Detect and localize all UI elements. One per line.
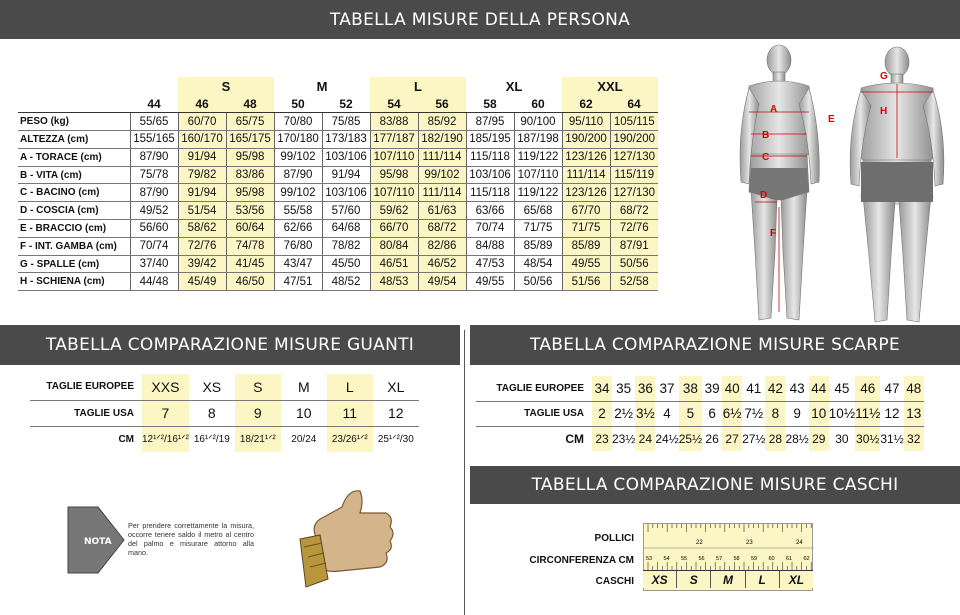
table-cell: 12¹ᐟ²/16¹ᐟ²	[142, 426, 189, 452]
cm-tick-label: 62	[803, 556, 810, 562]
table-row	[18, 220, 658, 238]
table-cell: 59/62	[370, 202, 418, 220]
row-label: B - VITA (cm)	[18, 166, 130, 184]
table-cell: 78/82	[322, 237, 370, 255]
table-cell: 12	[880, 401, 903, 426]
table-cell: 83/88	[370, 113, 418, 131]
table-row	[30, 400, 419, 426]
row-label: TAGLIE EUROPEE	[30, 374, 142, 400]
row-label: E - BRACCIO (cm)	[18, 220, 130, 238]
table-cell: 72/76	[178, 237, 226, 255]
table-cell: 61/63	[418, 202, 466, 220]
table-cell: 185/195	[466, 131, 514, 149]
cm-tick-label: 58	[733, 556, 740, 562]
table-cell: 187/198	[514, 131, 562, 149]
shoe-size-banner: TABELLA COMPARAZIONE MISURE SCARPE	[470, 325, 960, 365]
table-cell: 55/65	[130, 113, 178, 131]
table-cell: 107/110	[514, 166, 562, 184]
table-cell: 87/91	[610, 237, 658, 255]
row-label: G - SPALLE (cm)	[18, 255, 130, 273]
cm-tick-label: 54	[663, 556, 670, 562]
table-row	[476, 401, 924, 426]
table-cell: 57/60	[322, 202, 370, 220]
table-cell: 52/58	[610, 273, 658, 291]
table-cell: 115/118	[466, 184, 514, 202]
table-cell: 87/90	[130, 184, 178, 202]
table-cell: 115/119	[610, 166, 658, 184]
size-number: 44	[130, 95, 178, 113]
size-number: 56	[418, 95, 466, 113]
table-cell: 155/165	[130, 131, 178, 149]
helmet-size: S	[677, 571, 711, 588]
helmet-size-banner: TABELLA COMPARAZIONE MISURE CASCHI	[470, 466, 960, 504]
table-cell: 48/52	[322, 273, 370, 291]
row-label: C - BACINO (cm)	[18, 184, 130, 202]
table-cell: 28	[765, 426, 785, 451]
table-cell: 50/56	[514, 273, 562, 291]
table-cell: 173/183	[322, 131, 370, 149]
table-cell: XXS	[142, 374, 189, 400]
table-cell: 48/53	[370, 273, 418, 291]
table-cell: 2	[592, 401, 612, 426]
row-label: TAGLIE EUROPEE	[476, 376, 592, 401]
table-cell: 90/100	[514, 113, 562, 131]
table-cell: 10½	[829, 401, 855, 426]
table-cell: 24½	[655, 431, 679, 446]
figure-label-e: E	[828, 114, 835, 125]
table-cell: 111/114	[418, 148, 466, 166]
table-cell: 83/86	[226, 166, 274, 184]
table-cell: 56/60	[130, 220, 178, 238]
helmet-label-circumference: CIRCONFERENZA CM	[529, 555, 634, 566]
table-cell: 39/42	[178, 255, 226, 273]
inch-tick-label: 22	[696, 540, 703, 546]
table-cell: 85/89	[514, 237, 562, 255]
table-cell: 95/98	[226, 184, 274, 202]
helmet-size: L	[746, 571, 780, 588]
table-row	[18, 237, 658, 255]
row-label: D - COSCIA (cm)	[18, 202, 130, 220]
figure-label-g: G	[880, 71, 888, 82]
table-cell: 95/98	[226, 148, 274, 166]
table-row	[476, 426, 924, 451]
table-cell: 111/114	[562, 166, 610, 184]
table-cell: 53/56	[226, 202, 274, 220]
table-cell: 115/118	[466, 148, 514, 166]
table-cell: 190/200	[610, 131, 658, 149]
table-cell: 6	[702, 401, 722, 426]
figure-label-b: B	[762, 130, 770, 141]
table-cell: 165/175	[226, 131, 274, 149]
table-cell: 23/26¹ᐟ²	[327, 426, 373, 452]
size-number: 54	[370, 95, 418, 113]
table-cell: 43	[785, 376, 808, 401]
table-cell: 105/115	[610, 113, 658, 131]
glove-size-banner: TABELLA COMPARAZIONE MISURE GUANTI	[0, 325, 460, 365]
table-cell: 85/89	[562, 237, 610, 255]
size-number: 48	[226, 95, 274, 113]
table-cell: 25½	[679, 426, 702, 451]
row-label: CM	[118, 433, 134, 445]
table-cell: 46/50	[226, 273, 274, 291]
table-cell: 49/52	[130, 202, 178, 220]
table-cell: 37	[655, 376, 678, 401]
nota-arrow-icon	[66, 503, 128, 577]
table-cell: XL	[373, 374, 419, 400]
size-group-label: XL	[505, 78, 523, 94]
table-cell: 72/76	[610, 220, 658, 238]
table-cell: 7½	[742, 401, 765, 426]
table-cell: 3½	[635, 401, 655, 426]
table-cell: 80/84	[370, 237, 418, 255]
size-number: 64	[610, 95, 658, 113]
table-cell: 49/55	[466, 273, 514, 291]
cm-tick-label: 57	[716, 556, 723, 562]
table-cell: 46/52	[418, 255, 466, 273]
table-cell: 11½	[855, 401, 880, 426]
table-cell: 9	[235, 400, 281, 426]
figure-label-a: A	[770, 104, 778, 115]
table-cell: 75/85	[322, 113, 370, 131]
table-cell: 119/122	[514, 184, 562, 202]
table-row	[18, 273, 658, 291]
row-label: TAGLIE USA	[30, 400, 142, 426]
table-cell: 12	[373, 400, 419, 426]
size-number: 62	[562, 95, 610, 113]
row-label: PESO (kg)	[18, 113, 130, 131]
table-cell: 103/106	[466, 166, 514, 184]
table-cell: 8	[189, 400, 235, 426]
ruler-ticks	[644, 524, 814, 572]
person-size-banner: TABELLA MISURE DELLA PERSONA	[0, 0, 960, 39]
inch-tick-label: 23	[746, 540, 753, 546]
table-cell: 60/64	[226, 220, 274, 238]
table-cell: 47/51	[274, 273, 322, 291]
table-cell: 51/54	[178, 202, 226, 220]
table-cell: 13	[904, 401, 924, 426]
table-cell: 58/62	[178, 220, 226, 238]
table-cell: 32	[904, 426, 924, 451]
table-cell: 95/110	[562, 113, 610, 131]
figure-label-d: D	[760, 190, 768, 201]
table-cell: 47/53	[466, 255, 514, 273]
table-row	[476, 376, 924, 401]
section-divider	[464, 330, 465, 615]
table-row	[18, 255, 658, 273]
table-cell: 127/130	[610, 184, 658, 202]
table-cell: 7	[142, 400, 189, 426]
table-cell: 2½	[612, 401, 635, 426]
helmet-size-row	[643, 570, 813, 588]
helmet-size: XS	[643, 571, 677, 588]
table-cell: 91/94	[178, 184, 226, 202]
table-cell: 68/72	[610, 202, 658, 220]
row-label: F - INT. GAMBA (cm)	[18, 237, 130, 255]
table-cell: 41/45	[226, 255, 274, 273]
table-cell: 10	[809, 401, 829, 426]
inch-tick-label: 24	[796, 540, 803, 546]
table-cell: 70/80	[274, 113, 322, 131]
table-cell: 190/200	[562, 131, 610, 149]
table-cell: 74/78	[226, 237, 274, 255]
cm-tick-label: 61	[786, 556, 793, 562]
table-cell: 18/21¹ᐟ²	[235, 426, 281, 452]
table-cell: S	[235, 374, 281, 400]
table-cell: 26	[705, 431, 719, 446]
table-cell: 24	[635, 426, 655, 451]
figure-label-h: H	[880, 106, 888, 117]
helmet-label-sizes: CASCHI	[595, 576, 634, 587]
table-cell: 71/75	[514, 220, 562, 238]
cm-tick-label: 60	[768, 556, 775, 562]
table-cell: 107/110	[370, 148, 418, 166]
table-cell: 111/114	[418, 184, 466, 202]
table-cell: 44/48	[130, 273, 178, 291]
table-cell: 51/56	[562, 273, 610, 291]
table-cell: 55/58	[274, 202, 322, 220]
table-cell: 11	[327, 400, 373, 426]
row-label: H - SCHIENA (cm)	[18, 273, 130, 291]
table-cell: 177/187	[370, 131, 418, 149]
table-cell: 29	[809, 426, 829, 451]
table-row	[30, 426, 419, 452]
table-cell: 76/80	[274, 237, 322, 255]
table-cell: 60/70	[178, 113, 226, 131]
table-cell: 95/98	[370, 166, 418, 184]
table-cell: 23½	[612, 431, 636, 446]
row-label: A - TORACE (cm)	[18, 148, 130, 166]
table-cell: 45/49	[178, 273, 226, 291]
table-cell: 79/82	[178, 166, 226, 184]
table-cell: 68/72	[418, 220, 466, 238]
table-cell: 5	[679, 401, 702, 426]
table-row	[30, 374, 419, 400]
nota-badge: NOTA	[84, 537, 112, 547]
table-cell: 28½	[785, 431, 809, 446]
person-size-table	[18, 77, 658, 291]
helmet-size: XL	[788, 573, 805, 587]
size-number: 58	[466, 95, 514, 113]
size-group-label: M	[316, 78, 328, 94]
size-number: 52	[322, 95, 370, 113]
table-row	[18, 166, 658, 184]
table-cell: 43/47	[274, 255, 322, 273]
cm-tick-label: 53	[646, 556, 653, 562]
table-row	[18, 184, 658, 202]
table-cell: 99/102	[274, 148, 322, 166]
table-cell: 62/66	[274, 220, 322, 238]
table-cell: 91/94	[322, 166, 370, 184]
table-cell: L	[327, 374, 373, 400]
table-cell: 27½	[742, 431, 766, 446]
table-cell: 123/126	[562, 148, 610, 166]
table-cell: 84/88	[466, 237, 514, 255]
row-label: ALTEZZA (cm)	[18, 131, 130, 149]
table-cell: 6½	[722, 401, 742, 426]
table-row	[18, 148, 658, 166]
table-cell: 30½	[855, 426, 880, 451]
table-cell: 71/75	[562, 220, 610, 238]
glove-size-table	[30, 374, 419, 452]
table-cell: 123/126	[562, 184, 610, 202]
table-cell: 31½	[880, 431, 904, 446]
table-cell: 170/180	[274, 131, 322, 149]
cm-tick-label: 59	[751, 556, 758, 562]
table-cell: 63/66	[466, 202, 514, 220]
table-cell: 64/68	[322, 220, 370, 238]
table-cell: 16¹ᐟ²/19	[193, 433, 230, 445]
table-cell: 48	[904, 376, 924, 401]
table-cell: 87/90	[130, 148, 178, 166]
table-cell: 48/54	[514, 255, 562, 273]
helmet-label-inches: POLLICI	[594, 533, 634, 544]
table-cell: 41	[742, 376, 765, 401]
table-cell: 99/102	[418, 166, 466, 184]
size-group-label: XXL	[562, 77, 658, 95]
table-cell: 45/50	[322, 255, 370, 273]
table-cell: 75/78	[130, 166, 178, 184]
table-cell: 42	[765, 376, 785, 401]
table-cell: 36	[635, 376, 655, 401]
size-group-label: S	[178, 77, 274, 95]
table-cell: 85/92	[418, 113, 466, 131]
cm-tick-label: 56	[698, 556, 705, 562]
nota-text: Per prendere correttamente la misura, occorre tenere saldo il metro al centro del palmo e misurare attorno alla mano.	[128, 521, 254, 557]
table-cell: 87/90	[274, 166, 322, 184]
size-number: 50	[274, 95, 322, 113]
table-cell: 46/51	[370, 255, 418, 273]
table-cell: 103/106	[322, 148, 370, 166]
table-row	[18, 202, 658, 220]
table-cell: 50/56	[610, 255, 658, 273]
table-cell: 20/24	[291, 433, 317, 445]
table-cell: 8	[765, 401, 785, 426]
table-cell: 70/74	[130, 237, 178, 255]
table-cell: 44	[809, 376, 829, 401]
hand-thumbs-up-image	[290, 483, 400, 593]
table-cell: 34	[592, 376, 612, 401]
table-cell: 49/55	[562, 255, 610, 273]
body-figure-image	[735, 42, 960, 324]
row-label: CM	[565, 431, 584, 446]
table-cell: 66/70	[370, 220, 418, 238]
table-cell: 35	[612, 376, 635, 401]
table-cell: 119/122	[514, 148, 562, 166]
table-cell: XS	[189, 374, 235, 400]
table-cell: 87/95	[466, 113, 514, 131]
table-cell: 67/70	[562, 202, 610, 220]
row-label: TAGLIE USA	[476, 401, 592, 426]
table-cell: 70/74	[466, 220, 514, 238]
table-cell: 65/75	[226, 113, 274, 131]
table-cell: 47	[880, 376, 903, 401]
table-cell: 25¹ᐟ²/30	[377, 433, 414, 445]
table-cell: 65/68	[514, 202, 562, 220]
table-cell: 27	[722, 426, 742, 451]
table-cell: 46	[855, 376, 880, 401]
table-cell: 103/106	[322, 184, 370, 202]
table-cell: 82/86	[418, 237, 466, 255]
table-cell: 10	[281, 400, 327, 426]
table-cell: 49/54	[418, 273, 466, 291]
cm-tick-label: 55	[681, 556, 688, 562]
table-cell: 4	[655, 401, 678, 426]
table-cell: 45	[829, 376, 855, 401]
table-cell: 182/190	[418, 131, 466, 149]
figure-label-f: F	[770, 228, 777, 239]
figure-label-c: C	[762, 152, 770, 163]
table-cell: 37/40	[130, 255, 178, 273]
table-cell: 40	[722, 376, 742, 401]
shoe-size-table	[476, 376, 924, 451]
size-number: 60	[514, 95, 562, 113]
size-group-label: L	[370, 77, 466, 95]
table-cell: 23	[592, 426, 612, 451]
table-cell: 9	[785, 401, 808, 426]
table-cell: 38	[679, 376, 702, 401]
table-row	[18, 131, 658, 149]
table-cell: 107/110	[370, 184, 418, 202]
table-cell: 91/94	[178, 148, 226, 166]
table-cell: 30	[835, 431, 849, 446]
table-cell: 39	[702, 376, 722, 401]
table-row	[18, 113, 658, 131]
helmet-size: M	[711, 571, 745, 588]
table-cell: 127/130	[610, 148, 658, 166]
table-cell: 99/102	[274, 184, 322, 202]
size-number: 46	[178, 95, 226, 113]
table-cell: 160/170	[178, 131, 226, 149]
table-cell: M	[281, 374, 327, 400]
